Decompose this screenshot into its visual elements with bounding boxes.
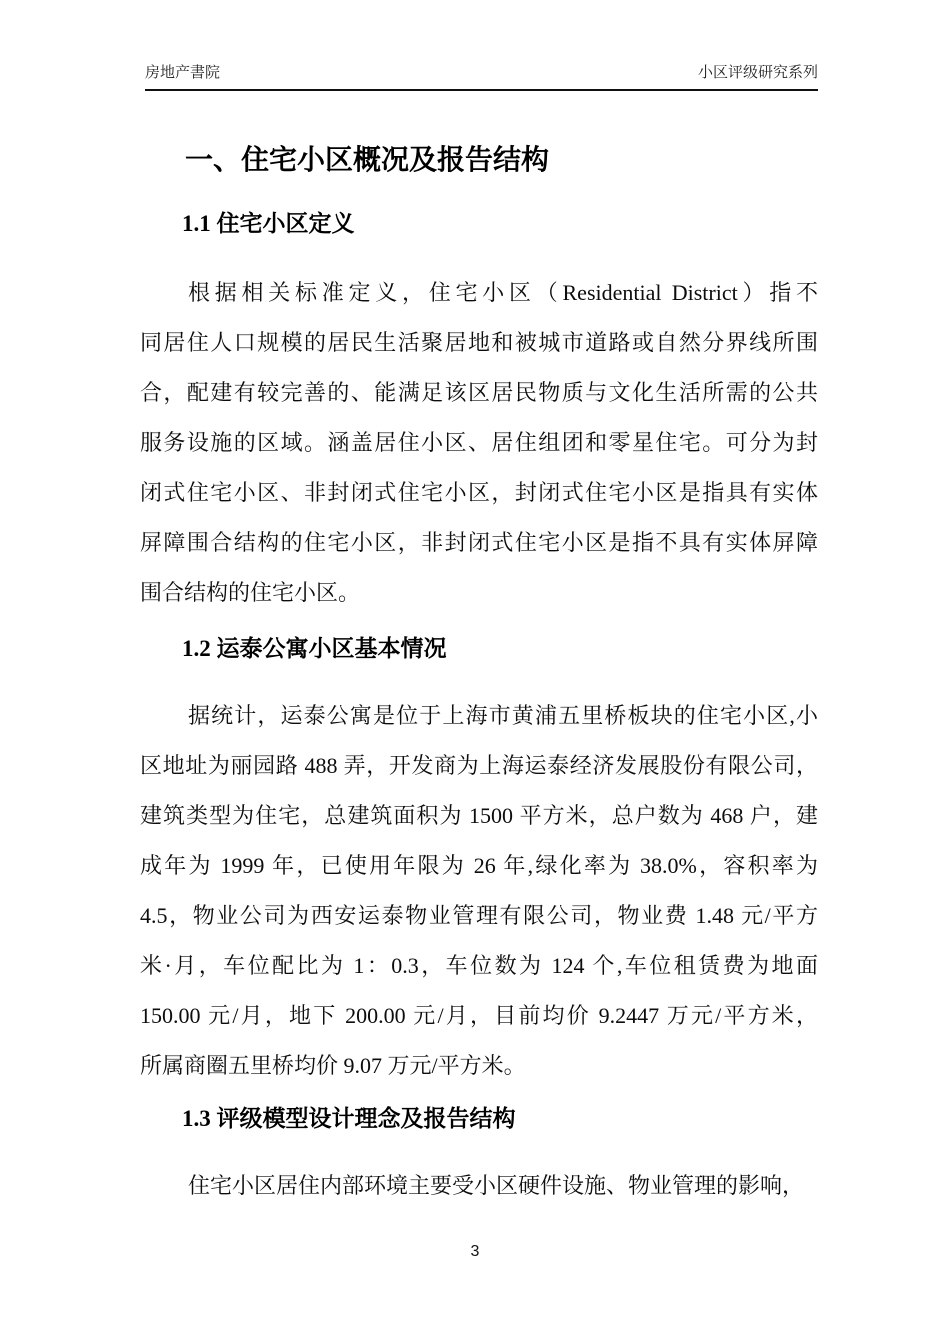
paragraph-line: 围合结构的住宅小区。 [140, 580, 361, 605]
header-left-text: 房地产書院 [145, 64, 221, 81]
paragraph-line: 150.00 元/月，地下 200.00 元/月，目前均价 9.2447 万元/平方米， [140, 1003, 818, 1028]
header-right-text: 小区评级研究系列 [697, 64, 818, 81]
page-footer [0, 1242, 950, 1262]
paragraph-line: 服务设施的区域。涵盖居住小区、居住组团和零星住宅。可分为封 [140, 430, 818, 455]
paragraph-line: 屏障围合结构的住宅小区，非封闭式住宅小区是指不具有实体屏障 [140, 530, 818, 555]
main-title: 一、住宅小区概况及报告结构 [185, 145, 550, 176]
section-heading-1-2: 1.2 运泰公寓小区基本情况 [182, 636, 447, 661]
paragraph-1-1 [140, 268, 818, 618]
paragraph-line: 米·月，车位配比为 1：0.3，车位数为 124 个,车位租赁费为地面 [140, 953, 818, 978]
page-header [145, 62, 818, 91]
section-heading-1-1: 1.1 住宅小区定义 [182, 211, 355, 236]
paragraph-line: 建筑类型为住宅，总建筑面积为 1500 平方米，总户数为 468 户，建 [140, 803, 818, 828]
document-body [140, 90, 818, 1211]
paragraph-line: 合，配建有较完善的、能满足该区居民物质与文化生活所需的公共 [140, 380, 818, 405]
paragraph-line: 4.5，物业公司为西安运泰物业管理有限公司，物业费 1.48 元/平方 [140, 903, 818, 928]
paragraph-line: 成年为 1999 年，已使用年限为 26 年,绿化率为 38.0%，容积率为 [140, 853, 818, 878]
paragraph-1-3 [140, 1161, 818, 1211]
page-number: 3 [470, 1243, 480, 1260]
paragraph-line: 闭式住宅小区、非封闭式住宅小区，封闭式住宅小区是指具有实体 [140, 480, 818, 505]
paragraph-line: 区地址为丽园路 488 弄，开发商为上海运泰经济发展股份有限公司， [140, 753, 818, 778]
paragraph-1-2 [140, 691, 818, 1091]
paragraph-line: 所属商圈五里桥均价 9.07 万元/平方米。 [140, 1053, 526, 1078]
paragraph-line: 同居住人口规模的居民生活聚居地和被城市道路或自然分界线所围 [140, 330, 818, 355]
paragraph-line: 根据相关标准定义，住宅小区（Residential District）指不 [188, 280, 818, 305]
paragraph-line: 住宅小区居住内部环境主要受小区硬件设施、物业管理的影响， [188, 1173, 805, 1198]
section-heading-1-3: 1.3 评级模型设计理念及报告结构 [182, 1106, 516, 1131]
paragraph-line: 据统计，运泰公寓是位于上海市黄浦五里桥板块的住宅小区,小 [188, 703, 818, 728]
